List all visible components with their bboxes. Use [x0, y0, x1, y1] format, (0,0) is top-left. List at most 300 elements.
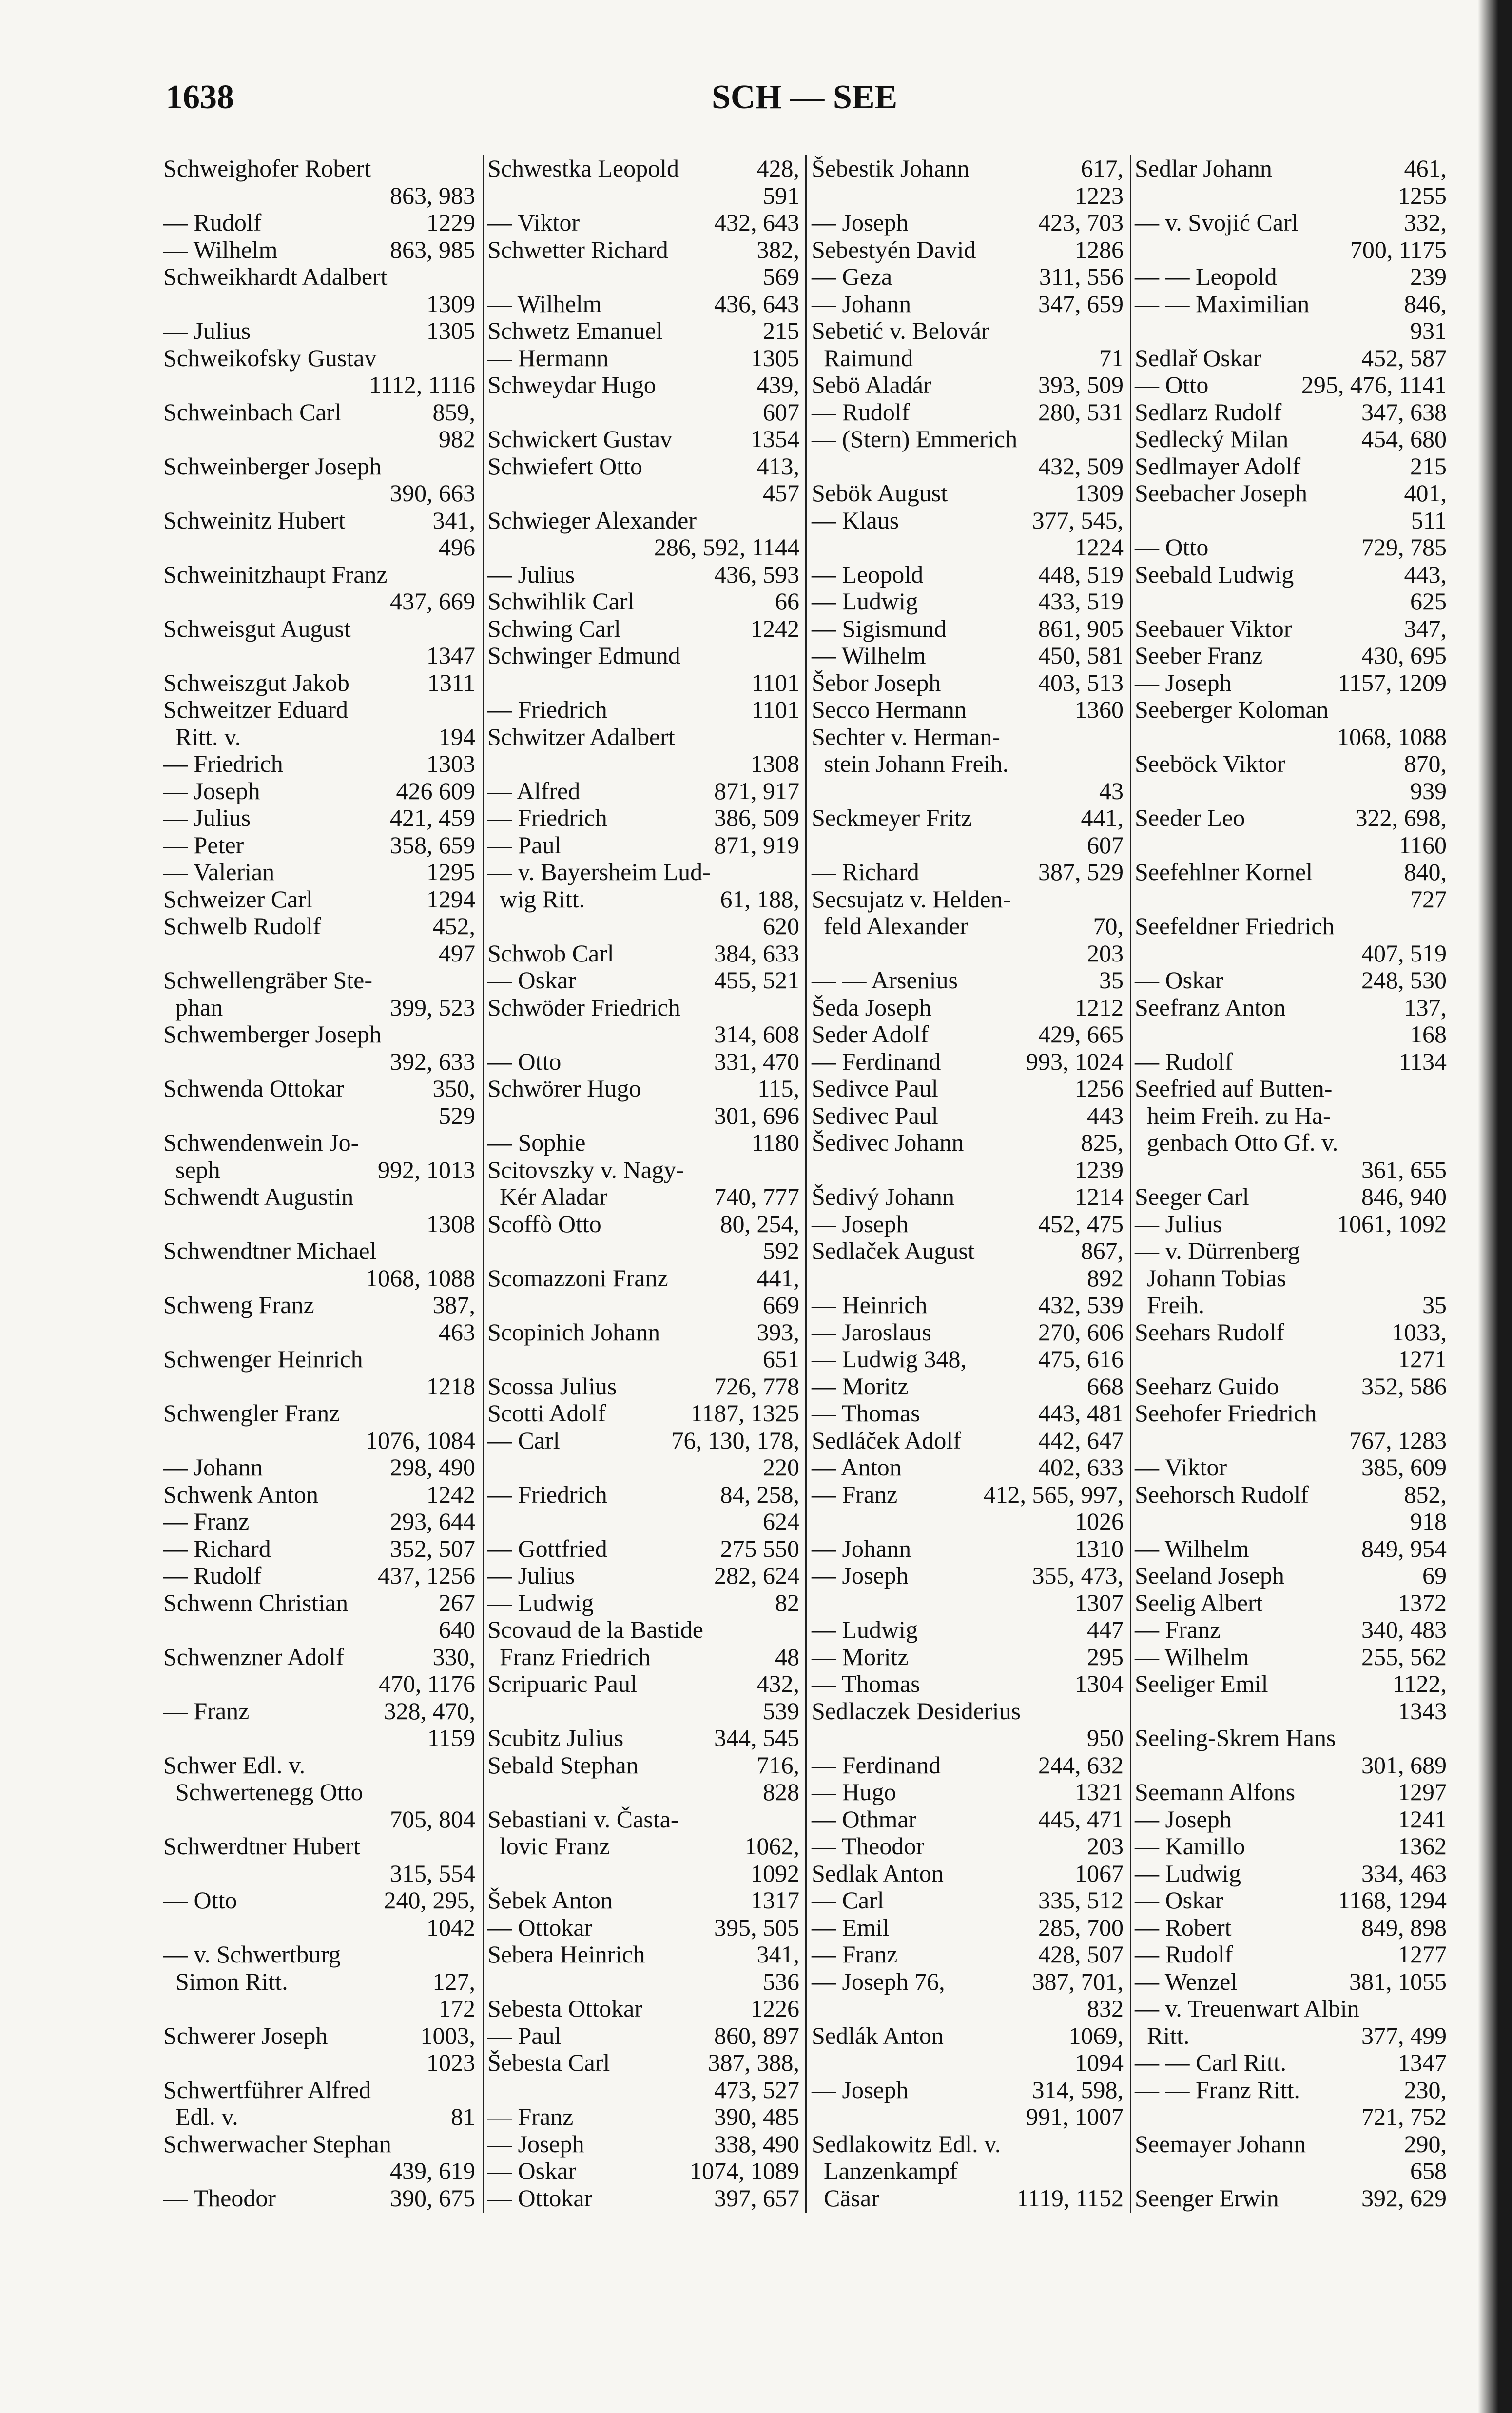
entry-page-refs: 377, 545,	[1032, 506, 1124, 534]
entry-name: Sebera Heinrich	[487, 1941, 645, 1968]
directory-line	[1135, 886, 1447, 913]
entry-name: genbach Otto Gf. v.	[1135, 1129, 1338, 1156]
entry-page-refs: 355, 473,	[1032, 1562, 1124, 1589]
directory-line	[1135, 480, 1447, 507]
entry-name: Seebauer Viktor	[1135, 614, 1292, 642]
directory-line	[812, 669, 1124, 697]
directory-line	[1135, 832, 1447, 859]
entry-page-refs: 382,	[756, 235, 799, 263]
entry-name: — — Leopold	[1135, 263, 1277, 290]
directory-line	[163, 750, 475, 778]
entry-name: — v. Schwertburg	[163, 1941, 341, 1968]
directory-line	[1135, 1698, 1447, 1725]
entry-page-refs: 849, 898	[1361, 1913, 1447, 1941]
entry-name: Schwendt Augustin	[163, 1183, 354, 1210]
directory-line	[812, 1102, 1124, 1130]
entry-page-refs: 332,	[1404, 209, 1447, 236]
entry-page-refs: 1159	[427, 1724, 475, 1751]
entry-name: — Robert	[1135, 1913, 1232, 1941]
directory-line	[163, 1562, 475, 1589]
entry-page-refs: 71	[1099, 344, 1124, 372]
directory-line	[1135, 1725, 1447, 1752]
entry-name: Šebestik Johann	[812, 155, 969, 182]
directory-line	[1135, 263, 1447, 291]
entry-page-refs: 539	[763, 1697, 799, 1725]
entry-page-refs: 433, 519	[1038, 588, 1124, 615]
directory-line	[812, 1346, 1124, 1373]
entry-name: — Paul	[487, 831, 562, 859]
directory-line	[812, 2158, 1124, 2185]
directory-line	[812, 1725, 1124, 1752]
entry-page-refs: 452, 587	[1361, 344, 1447, 372]
entry-page-refs: 617,	[1081, 155, 1124, 182]
entry-page-refs: 428,	[756, 155, 799, 182]
directory-line	[163, 507, 475, 534]
entry-name: Seefehlner Kornel	[1135, 858, 1313, 885]
entry-page-refs: 1308	[426, 1210, 475, 1237]
directory-line	[812, 994, 1124, 1021]
directory-line	[487, 399, 799, 426]
directory-line	[487, 1644, 799, 1671]
entry-name: — Franz	[487, 2103, 574, 2130]
directory-line	[163, 940, 475, 967]
entry-page-refs: 66	[775, 588, 799, 615]
directory-line	[163, 372, 475, 399]
directory-line	[487, 1860, 799, 1887]
entry-name: — Sigismund	[812, 614, 947, 642]
entry-page-refs: 860, 897	[714, 2021, 799, 2049]
directory-line	[163, 1616, 475, 1644]
directory-line	[163, 642, 475, 669]
directory-line	[1135, 1237, 1447, 1265]
page-edge-shadow	[1478, 0, 1512, 2413]
entry-name: Sedlak Anton	[812, 1859, 944, 1887]
entry-name: Seeharz Guido	[1135, 1372, 1279, 1400]
column-4	[1135, 155, 1447, 2213]
directory-line	[1135, 1616, 1447, 1644]
directory-line	[1135, 1535, 1447, 1563]
directory-line	[163, 1048, 475, 1076]
entry-name: Secsujatz v. Helden-	[812, 885, 1011, 913]
directory-line	[487, 1237, 799, 1265]
entry-page-refs: 625	[1410, 588, 1447, 615]
entry-page-refs: 437, 669	[390, 588, 475, 615]
directory-line	[163, 2077, 475, 2104]
entry-page-refs: 335, 512	[1038, 1886, 1124, 1914]
directory-line	[812, 1833, 1124, 1860]
page-number: 1638	[166, 78, 234, 116]
entry-name: — Richard	[163, 1534, 271, 1562]
entry-name: Seefried auf Butten-	[1135, 1075, 1333, 1102]
directory-line	[1135, 1183, 1447, 1211]
entry-page-refs: 918	[1410, 1508, 1447, 1535]
entry-name: — Thomas	[812, 1670, 920, 1697]
entry-name: Sedlař Oskar	[1135, 344, 1261, 372]
directory-line	[812, 507, 1124, 534]
entry-name: Scubitz Julius	[487, 1724, 624, 1751]
directory-line	[812, 615, 1124, 643]
entry-page-refs: 727	[1410, 885, 1447, 913]
entry-name: — Oskar	[1135, 1886, 1223, 1914]
directory-line	[163, 2049, 475, 2077]
directory-line	[487, 1914, 799, 1942]
entry-name: Schwöder Friedrich	[487, 993, 680, 1021]
entry-name: Schwenn Christian	[163, 1589, 349, 1616]
entry-page-refs: 624	[763, 1508, 799, 1535]
entry-page-refs: 461,	[1404, 155, 1447, 182]
directory-line	[487, 1481, 799, 1509]
entry-name: — Paul	[487, 2021, 562, 2049]
directory-line	[812, 1860, 1124, 1887]
directory-line	[487, 1102, 799, 1130]
directory-line	[1135, 750, 1447, 778]
directory-line	[487, 1346, 799, 1373]
entry-name: Schwerwacher Stephan	[163, 2130, 391, 2158]
directory-line	[487, 967, 799, 994]
entry-page-refs: 1362	[1398, 1832, 1447, 1860]
entry-page-refs: 496	[439, 533, 475, 561]
directory-line	[487, 804, 799, 832]
entry-name: — Anton	[812, 1453, 902, 1481]
entry-name: Ritt. v.	[163, 723, 241, 750]
directory-line	[1135, 2103, 1447, 2131]
entry-page-refs: 439,	[756, 371, 799, 398]
entry-name: Schwitzer Adalbert	[487, 723, 675, 750]
directory-line	[1135, 1562, 1447, 1589]
directory-line	[163, 399, 475, 426]
directory-line	[163, 859, 475, 886]
entry-page-refs: 35	[1422, 1291, 1447, 1318]
entry-name: Seehorsch Rudolf	[1135, 1480, 1309, 1508]
entry-page-refs: 651	[763, 1345, 799, 1373]
directory-line	[487, 642, 799, 669]
directory-line	[1135, 209, 1447, 236]
entry-page-refs: 950	[1087, 1724, 1124, 1751]
directory-line	[812, 1941, 1124, 1968]
directory-line	[487, 2103, 799, 2131]
entry-page-refs: 436, 643	[714, 290, 799, 317]
entry-name: — Peter	[163, 831, 244, 859]
entry-name: Sedivce Paul	[812, 1075, 938, 1102]
directory-line	[163, 1319, 475, 1346]
directory-line	[163, 236, 475, 264]
directory-line	[1135, 1968, 1447, 1996]
directory-line	[163, 426, 475, 453]
directory-line	[812, 1644, 1124, 1671]
entry-name: Šebor Joseph	[812, 668, 941, 696]
column-1	[163, 155, 475, 2213]
entry-name: Schweinitz Hubert	[163, 506, 346, 534]
directory-line	[1135, 1157, 1447, 1184]
entry-page-refs: 426 609	[396, 777, 475, 804]
directory-line	[487, 1535, 799, 1563]
directory-line	[163, 588, 475, 615]
directory-line	[163, 1292, 475, 1319]
entry-name: Šebek Anton	[487, 1886, 613, 1914]
entry-name: — Rudolf	[1135, 1047, 1233, 1075]
entry-name: — Ferdinand	[812, 1751, 941, 1779]
entry-name: — Leopold	[812, 560, 924, 588]
entry-page-refs: 286, 592, 1144	[654, 533, 799, 561]
directory-line	[812, 1995, 1124, 2022]
entry-name: Schweng Franz	[163, 1291, 314, 1318]
entry-page-refs: 436, 593	[714, 560, 799, 588]
directory-line	[1135, 1373, 1447, 1400]
directory-line	[812, 1698, 1124, 1725]
entry-page-refs: 393, 509	[1038, 371, 1124, 398]
entry-name: — Wilhelm	[487, 290, 602, 317]
directory-line	[1135, 507, 1447, 534]
entry-name: Seeberger Koloman	[1135, 696, 1329, 723]
entry-page-refs: 592	[763, 1237, 799, 1264]
entry-name: — Oskar	[487, 2157, 576, 2184]
entry-name: Seemayer Johann	[1135, 2130, 1306, 2158]
entry-name: Kér Aladar	[487, 1183, 607, 1210]
directory-line	[1135, 426, 1447, 453]
entry-page-refs: 1372	[1398, 1589, 1447, 1616]
directory-line	[812, 696, 1124, 724]
entry-page-refs: 447	[1087, 1616, 1124, 1643]
entry-name: Simon Ritt.	[163, 1967, 288, 1995]
directory-line	[1135, 1779, 1447, 1806]
directory-line	[812, 1048, 1124, 1076]
entry-page-refs: 295	[1087, 1643, 1124, 1670]
column-2	[487, 155, 799, 2213]
entry-page-refs: 352, 507	[390, 1534, 475, 1562]
entry-page-refs: 846, 940	[1361, 1183, 1447, 1210]
directory-line	[163, 1535, 475, 1563]
entry-name: — Viktor	[487, 209, 580, 236]
entry-name: wig Ritt.	[487, 885, 585, 913]
directory-line	[163, 1373, 475, 1400]
entry-name: Schwengler Franz	[163, 1399, 340, 1427]
entry-name: — Johann	[812, 290, 911, 317]
directory-line	[812, 426, 1124, 453]
entry-page-refs: 1119, 1152	[1016, 2184, 1124, 2212]
directory-line	[1135, 1129, 1447, 1157]
entry-name: — v. Svojić Carl	[1135, 209, 1299, 236]
entry-name: Sedláček Adolf	[812, 1426, 961, 1454]
entry-name: Seeder Leo	[1135, 804, 1245, 831]
entry-name: Seehars Rudolf	[1135, 1318, 1284, 1346]
directory-line	[812, 804, 1124, 832]
entry-name: stein Johann Freih.	[812, 750, 1009, 777]
entry-name: Schweizer Carl	[163, 885, 313, 913]
entry-page-refs: 832	[1087, 1995, 1124, 2022]
entry-page-refs: 871, 917	[714, 777, 799, 804]
entry-page-refs: 1309	[1075, 479, 1124, 507]
directory-line	[1135, 399, 1447, 426]
entry-name: Schwetz Emanuel	[487, 317, 663, 344]
entry-name: Scitovszky v. Nagy-	[487, 1156, 684, 1183]
entry-page-refs: 437, 1256	[378, 1562, 475, 1589]
entry-name: — Joseph	[163, 777, 260, 804]
directory-line	[1135, 155, 1447, 182]
entry-name: Sedlák Anton	[812, 2021, 944, 2049]
entry-page-refs: 1317	[751, 1886, 799, 1914]
entry-name: — Rudolf	[163, 1562, 262, 1589]
entry-name: Schwenda Ottokar	[163, 1075, 344, 1102]
entry-page-refs: 115,	[757, 1075, 799, 1102]
directory-line	[163, 913, 475, 940]
directory-line	[1135, 1481, 1447, 1509]
entry-name: Seeger Carl	[1135, 1183, 1249, 1210]
entry-page-refs: 452,	[432, 912, 475, 940]
entry-name: Seder Adolf	[812, 1020, 929, 1048]
entry-page-refs: 1308	[751, 750, 799, 777]
entry-page-refs: 347, 659	[1038, 290, 1124, 317]
directory-line	[1135, 182, 1447, 210]
entry-page-refs: 1277	[1398, 1941, 1447, 1968]
directory-line	[487, 1562, 799, 1589]
entry-page-refs: 1311	[427, 668, 475, 696]
entry-page-refs: 387, 388,	[708, 2049, 799, 2076]
entry-name: — Ottokar	[487, 2184, 593, 2212]
directory-line	[163, 1481, 475, 1509]
directory-line	[487, 2131, 799, 2158]
entry-name: — Joseph	[812, 1562, 909, 1589]
entry-page-refs: 381, 1055	[1349, 1967, 1447, 1995]
entry-page-refs: 387, 701,	[1032, 1967, 1124, 1995]
entry-page-refs: 1067	[1075, 1859, 1124, 1887]
entry-page-refs: 330,	[432, 1643, 475, 1670]
entry-name: — Carl	[812, 1886, 884, 1914]
entry-name: Sedivec Paul	[812, 1101, 938, 1129]
directory-line	[1135, 1021, 1447, 1048]
entry-name: Franz Friedrich	[487, 1643, 651, 1670]
entry-name: — Johann	[163, 1453, 263, 1481]
directory-line	[812, 182, 1124, 210]
directory-line	[163, 1644, 475, 1671]
entry-name: Johann Tobias	[1135, 1264, 1286, 1292]
entry-name: Sedlar Johann	[1135, 155, 1272, 182]
entry-name: — Ludwig	[487, 1589, 594, 1616]
entry-page-refs: 1347	[426, 642, 475, 669]
entry-page-refs: 1304	[1075, 1670, 1124, 1697]
directory-line	[812, 2022, 1124, 2050]
directory-line	[812, 453, 1124, 480]
entry-name: — Richard	[812, 858, 919, 885]
directory-line	[163, 1725, 475, 1752]
entry-page-refs: 993, 1024	[1026, 1047, 1124, 1075]
entry-page-refs: 475, 616	[1038, 1345, 1124, 1373]
entry-page-refs: 1286	[1075, 235, 1124, 263]
directory-line	[163, 1806, 475, 1833]
directory-line	[163, 291, 475, 318]
directory-line	[812, 1887, 1124, 1914]
directory-line	[1135, 1644, 1447, 1671]
directory-line	[812, 1319, 1124, 1346]
entry-page-refs: 863, 985	[390, 235, 475, 263]
entry-name: — Carl	[487, 1426, 560, 1454]
entry-name: Seeber Franz	[1135, 642, 1263, 669]
entry-page-refs: 275 550	[720, 1534, 799, 1562]
directory-line	[487, 696, 799, 724]
entry-page-refs: 1347	[1398, 2049, 1447, 2076]
directory-line	[487, 1698, 799, 1725]
entry-page-refs: 1023	[426, 2049, 475, 2076]
entry-name: Šedivec Johann	[812, 1129, 964, 1156]
entry-page-refs: 386, 509	[714, 804, 799, 831]
entry-page-refs: 203	[1087, 939, 1124, 967]
entry-page-refs: 1309	[426, 290, 475, 317]
entry-name: — Moritz	[812, 1372, 909, 1400]
entry-page-refs: 939	[1410, 777, 1447, 804]
entry-page-refs: 430, 695	[1361, 642, 1447, 669]
entry-page-refs: 168	[1410, 1020, 1447, 1048]
directory-line	[812, 1806, 1124, 1833]
entry-page-refs: 285, 700	[1038, 1913, 1124, 1941]
entry-page-refs: 439, 619	[390, 2157, 475, 2184]
entry-name: Schwer Edl. v.	[163, 1751, 306, 1779]
directory-line	[1135, 669, 1447, 697]
directory-line	[487, 155, 799, 182]
entry-name: Sebestyén David	[812, 235, 976, 263]
entry-name: Cäsar	[812, 2184, 879, 2212]
column-3	[812, 155, 1124, 2213]
entry-name: — Joseph	[487, 2130, 584, 2158]
entry-name: — Viktor	[1135, 1453, 1227, 1481]
entry-page-refs: 591	[763, 181, 799, 209]
directory-line	[812, 859, 1124, 886]
entry-page-refs: 1033,	[1392, 1318, 1447, 1346]
entry-name: — Ludwig	[812, 1616, 918, 1643]
directory-line	[163, 1102, 475, 1130]
entry-page-refs: 867,	[1081, 1237, 1124, 1264]
entry-name: Lanzenkampf	[812, 2157, 958, 2184]
directory-line	[487, 453, 799, 480]
entry-name: Sebald Stephan	[487, 1751, 639, 1779]
directory-line	[812, 778, 1124, 805]
entry-page-refs: 721, 752	[1361, 2103, 1447, 2130]
entry-page-refs: 301, 689	[1361, 1751, 1447, 1779]
entry-page-refs: 658	[1410, 2157, 1447, 2184]
entry-page-refs: 220	[763, 1453, 799, 1481]
entry-page-refs: 267	[439, 1589, 475, 1616]
directory-line	[163, 2131, 475, 2158]
entry-page-refs: 127,	[432, 1967, 475, 1995]
directory-line	[487, 750, 799, 778]
entry-page-refs: 473, 527	[714, 2076, 799, 2103]
entry-name: feld Alexander	[812, 912, 968, 940]
entry-page-refs: 1094	[1075, 2049, 1124, 2076]
entry-page-refs: 230,	[1404, 2076, 1447, 2103]
entry-page-refs: 452, 475	[1038, 1210, 1124, 1237]
directory-line	[812, 967, 1124, 994]
directory-line	[812, 1265, 1124, 1292]
entry-name: — Wilhelm	[163, 235, 278, 263]
entry-name: — — Maximilian	[1135, 290, 1310, 317]
directory-line	[1135, 1319, 1447, 1346]
entry-name: — Klaus	[812, 506, 899, 534]
directory-line	[487, 2077, 799, 2104]
entry-name: Sedlecký Milan	[1135, 425, 1289, 452]
directory-line	[487, 1265, 799, 1292]
entry-page-refs: 441,	[1081, 804, 1124, 831]
directory-line	[812, 886, 1124, 913]
directory-line	[1135, 1995, 1447, 2022]
entry-page-refs: 172	[439, 1995, 475, 2022]
entry-page-refs: 1026	[1075, 1508, 1124, 1535]
directory-line	[1135, 967, 1447, 994]
entry-name: — Friedrich	[487, 696, 607, 723]
entry-page-refs: 387, 529	[1038, 858, 1124, 885]
entry-page-refs: 450, 581	[1038, 642, 1124, 669]
entry-name: Schwestka Leopold	[487, 155, 679, 182]
directory-line	[1135, 994, 1447, 1021]
directory-line	[163, 1968, 475, 1996]
entry-page-refs: 1168, 1294	[1338, 1886, 1447, 1914]
